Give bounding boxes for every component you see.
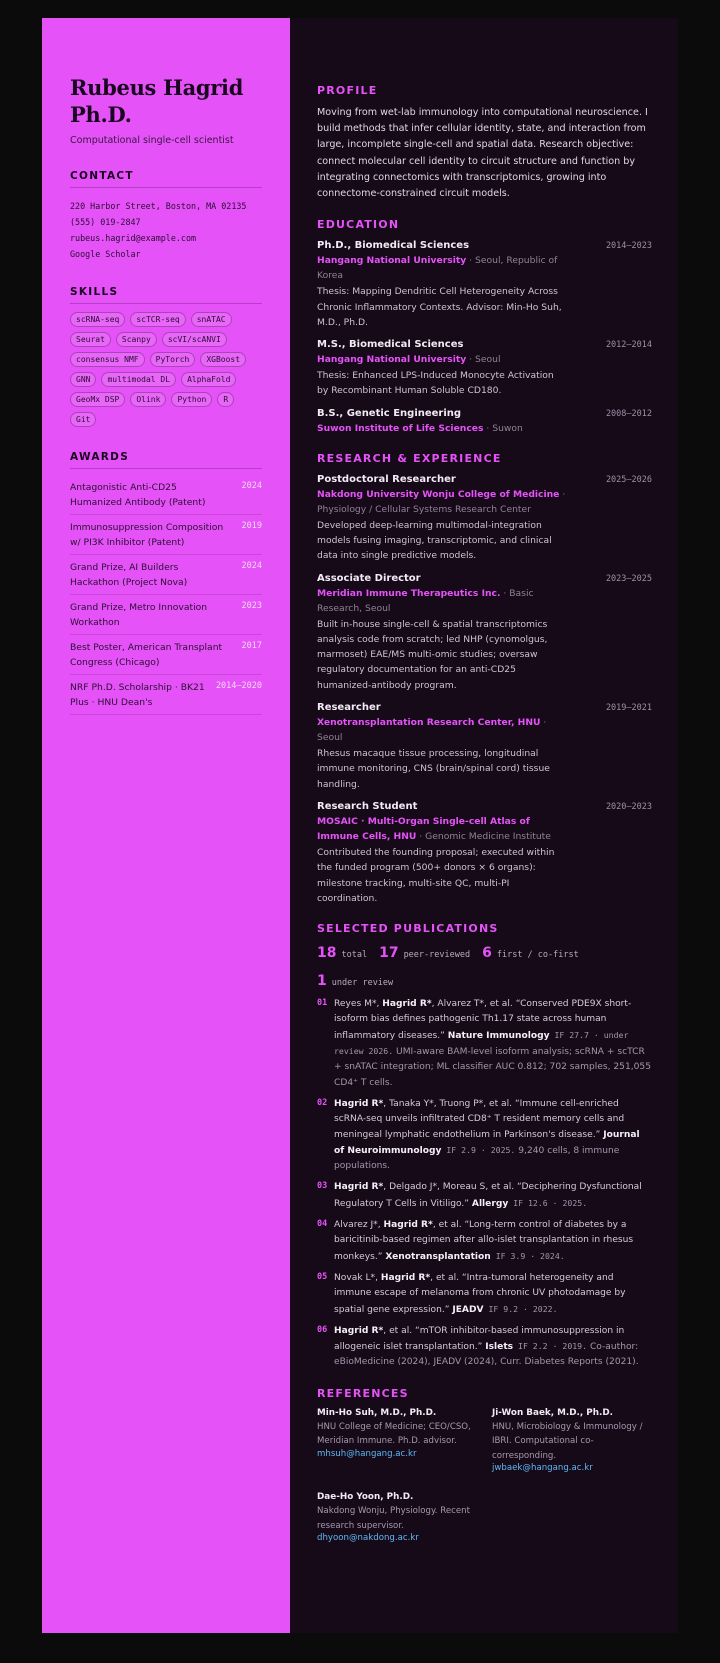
publication-number: 02 [317, 1097, 328, 1108]
contact-heading: CONTACT [70, 170, 262, 188]
research-date: 2020–2023 [605, 801, 652, 812]
publication-list [317, 997, 652, 1371]
award-item [70, 595, 262, 635]
skills-heading: SKILLS [70, 286, 262, 304]
reference-email-link[interactable]: dhyoon@nakdong.ac.kr [317, 1533, 419, 1544]
profile-heading: PROFILE [317, 84, 378, 97]
publication-title: , et al. “Long-term control of diabetes by a baricitinib-based regimen after allo-islet transplantation in rhesus monkeys.” [334, 1220, 634, 1262]
research-location: · Basic Research, Seoul [317, 587, 534, 614]
education-institution: Suwon Institute of Life Sciences [317, 422, 484, 434]
skill-chip: Python [171, 392, 212, 407]
award-item [70, 475, 262, 515]
research-header [317, 801, 652, 812]
publication-journal: Allergy [471, 1198, 509, 1209]
reference-item [317, 1492, 477, 1543]
publication-stat [482, 945, 579, 961]
education-description: Thesis: Enhanced LPS-Induced Monocyte Activation by Recombinant Human Soluble CD180. [317, 370, 554, 397]
stat-label: total [341, 950, 368, 961]
research-entry [317, 702, 652, 792]
research-entry [317, 573, 652, 693]
research-header [317, 474, 652, 485]
research-institution: Meridian Immune Therapeutics Inc. [317, 587, 501, 599]
education-date: 2008–2012 [605, 408, 652, 419]
publication-title: , et al. “mTOR inhibitor-based immunosuppression in allogeneic islet transplantation.” [334, 1325, 625, 1353]
education-heading: EDUCATION [317, 218, 400, 232]
skill-chip: scVI/scANVI [162, 332, 227, 347]
reference-name: Dae-Ho Yoon, Ph.D. [317, 1492, 414, 1503]
research-date: 2023–2025 [605, 573, 652, 584]
sidebar [42, 18, 290, 1633]
main-column [290, 18, 678, 1633]
skill-chip: snATAC [191, 312, 232, 327]
research-title: Research Student [317, 800, 418, 812]
award-year: 2024 [241, 481, 262, 491]
education-title: B.S., Genetic Engineering [317, 407, 462, 419]
publication-self-author: Hagrid R* [382, 999, 432, 1010]
stat-number: 1 [317, 973, 327, 990]
tagline: Computational single-cell scientist [70, 135, 234, 146]
skill-chip: AlphaFold [181, 372, 236, 387]
award-item [70, 555, 262, 595]
publications-heading: SELECTED PUBLICATIONS [317, 922, 499, 936]
publication-journal: Journal of Neuroimmunology [334, 1129, 640, 1156]
education-location: · Seoul [466, 354, 501, 366]
education-org-line [317, 421, 567, 436]
award-year: 2014–2020 [215, 681, 262, 691]
stat-label: peer-reviewed [403, 950, 471, 961]
publication-meta: IF 2.9 · 2025. [441, 1144, 516, 1155]
research-org-line [317, 487, 567, 517]
award-year: 2023 [241, 601, 262, 611]
person-name: Rubeus Hagrid Ph.D. [70, 75, 244, 127]
education-title: Ph.D., Biomedical Sciences [317, 240, 470, 252]
publication-meta: IF 2.2 · 2019. [513, 1341, 588, 1352]
education-institution: Hangang National University [317, 354, 467, 366]
publication-self-author: Hagrid R* [383, 1220, 433, 1231]
publication-item [317, 997, 652, 1091]
award-title: Best Poster, American Transplant Congress (Chicago) [70, 642, 223, 668]
education-entry [317, 339, 652, 399]
research-header [317, 702, 652, 713]
publication-note: UMI-aware BAM-level isoform analysis; scRNA + scTCR + snATAC integration; ML classifier AUC 0.812; 702 samples, 251,055 CD4⁺ T cells. [334, 1047, 651, 1088]
research-title: Postdoctoral Researcher [317, 473, 456, 485]
education-institution: Hangang National University [317, 255, 467, 267]
skill-chip: multimodal DL [101, 372, 176, 387]
research-title: Researcher [317, 702, 381, 714]
research-org-line [317, 586, 567, 616]
research-description: Built in-house single-cell & spatial transcriptomics analysis code from scratch; led NHP (cynomolgus, marmoset) EAE/MS multi-omic studies; oversaw regulatory documentation for an anti-CD25 humanized-antibody program. [317, 618, 548, 691]
contact-address: 220 Harbor Street, Boston, MA 02135 [70, 201, 247, 211]
publication-title: , Alvarez T*, et al. “Conserved PDE9X short-isoform bias defines pathogenic Th1.17 state across human inflammatory diseases.” [334, 999, 632, 1041]
publication-stat [317, 945, 367, 961]
award-item [70, 635, 262, 675]
research-heading: RESEARCH & EXPERIENCE [317, 451, 502, 465]
award-title: Grand Prize, AI Builders Hackathon (Project Nova) [70, 562, 188, 588]
resume-page [42, 18, 678, 1633]
reference-item [317, 1408, 477, 1474]
publication-item [317, 1271, 652, 1318]
research-date: 2019–2021 [605, 703, 652, 714]
contact-phone: (555) 019-2847 [70, 217, 141, 227]
reference-description: Nakdong Wonju, Physiology. Recent research supervisor. [317, 1506, 470, 1531]
award-item [70, 675, 262, 715]
skill-chip: Olink [130, 392, 166, 407]
reference-description: HNU, Microbiology & Immunology / IBRI. Computational co-corresponding. [492, 1421, 643, 1461]
publication-note: Co-author: eBioMedicine (2024), JEADV (2024), Curr. Diabetes Reports (2021). [334, 1342, 639, 1368]
research-org-line [317, 814, 567, 844]
reference-name: Ji-Won Baek, M.D., Ph.D. [492, 1407, 614, 1418]
publication-citation [334, 1097, 652, 1174]
publication-item [317, 1218, 652, 1265]
research-description: Contributed the founding proposal; executed within the funded program (500+ donors × 6 organs): milestone tracking, multi-site QC, multi-PI coordination. [317, 846, 555, 904]
publication-meta: IF 12.6 · 2025. [508, 1197, 588, 1208]
publication-citation [334, 1271, 652, 1318]
research-location: · Physiology / Cellular Systems Research Center [317, 488, 566, 515]
award-title: NRF Ph.D. Scholarship · BK21 Plus · HNU Dean's [70, 682, 205, 708]
education-title: M.S., Biomedical Sciences [317, 339, 464, 351]
award-year: 2024 [241, 561, 262, 571]
publication-item [317, 1324, 652, 1371]
publication-stats [317, 945, 652, 989]
award-year: 2019 [241, 521, 262, 531]
research-description: Developed deep-learning multimodal-integration models fusing imaging, transcriptomic, and clinical data into single predictive models. [317, 519, 552, 562]
publication-item [317, 1097, 652, 1174]
skill-chip: R [217, 392, 234, 407]
references-heading: REFERENCES [317, 1386, 409, 1400]
publication-self-author: Hagrid R* [334, 1182, 384, 1193]
research-institution: Xenotransplantation Research Center, HNU [317, 717, 541, 729]
publication-number: 03 [317, 1181, 328, 1192]
skill-chip: PyTorch [150, 352, 196, 367]
skill-chip: GNN [70, 372, 96, 387]
publication-stat [317, 973, 393, 989]
publication-journal: Nature Immunology [447, 1030, 550, 1041]
award-item [70, 515, 262, 555]
publication-self-author: Hagrid R* [334, 1098, 384, 1109]
skill-chip: Git [70, 412, 96, 427]
education-location: · Suwon [483, 422, 523, 434]
publication-authors-pre: Reyes M*, [334, 999, 383, 1010]
skill-chip: Seurat [70, 332, 111, 347]
publication-note: 9,240 cells, 8 immune populations. [334, 1145, 620, 1172]
publication-meta: IF 27.7 · under review 2026. [334, 1029, 629, 1057]
stat-number: 17 [379, 945, 399, 962]
publication-number: 04 [317, 1219, 328, 1230]
skill-chip: XGBoost [200, 352, 246, 367]
award-title: Immunosuppression Composition w/ PI3K Inhibitor (Patent) [70, 522, 224, 548]
publication-stat [379, 945, 470, 961]
research-header [317, 573, 652, 584]
research-list [317, 474, 652, 906]
publication-journal: JEADV [452, 1304, 484, 1315]
stat-number: 18 [317, 945, 337, 962]
publication-number: 06 [317, 1324, 328, 1335]
publication-citation [334, 1324, 652, 1371]
research-location: · Seoul [317, 717, 547, 744]
publication-meta: IF 9.2 · 2022. [483, 1303, 558, 1314]
education-org-line [317, 352, 567, 367]
references-list [317, 1408, 652, 1554]
publication-item [317, 1180, 652, 1212]
education-list [317, 240, 652, 435]
publication-authors-pre: Novak L*, [334, 1272, 381, 1283]
education-entry [317, 240, 652, 330]
publication-self-author: Hagrid R* [380, 1272, 431, 1283]
skill-chip: scTCR-seq [130, 312, 185, 327]
profile-text: Moving from wet-lab immunology into computational neuroscience. I build methods that infer cellular identity, state, and interaction from large, incomplete single-cell and spatial data. Research objective: connect molecular cell identity to circuit structure and function by integrating connectomics with transcriptomics, growing into connectome-constrained circuit models. [317, 107, 648, 200]
education-date: 2014–2023 [605, 241, 652, 252]
publication-citation [334, 1218, 652, 1265]
education-header [317, 240, 652, 251]
education-location: · Seoul, Republic of Korea [317, 255, 558, 282]
awards-heading: AWARDS [70, 451, 262, 469]
research-institution: Nakdong University Wonju College of Medicine [317, 488, 560, 500]
publication-number: 05 [317, 1271, 328, 1282]
publication-title: , et al. “Intra-tumoral heterogeneity and immune escape of melanoma from chronic UV photodamage by spatial gene expression.” [334, 1272, 626, 1315]
education-entry [317, 408, 652, 436]
education-description: Thesis: Mapping Dendritic Cell Heterogeneity Across Chronic Inflammatory Contexts. Advisor: Min-Ho Suh, M.D., Ph.D. [317, 286, 562, 328]
awards-list [70, 475, 262, 715]
reference-email-link[interactable]: jwbaek@hangang.ac.kr [492, 1463, 593, 1474]
education-org-line [317, 253, 567, 283]
skill-chip: scRNA-seq [70, 312, 125, 327]
publication-number: 01 [317, 998, 328, 1009]
research-location: · Genomic Medicine Institute [416, 830, 551, 842]
education-header [317, 339, 652, 350]
skill-chip: GeoMx DSP [70, 392, 125, 407]
skill-chip: consensus NMF [70, 352, 145, 367]
education-date: 2012–2014 [605, 340, 652, 351]
reference-description: HNU College of Medicine; CEO/CSO, Meridian Immune. Ph.D. advisor. [317, 1421, 471, 1447]
research-entry [317, 474, 652, 564]
research-description: Rhesus macaque tissue processing, longitudinal immune monitoring, CNS (brain/spinal cord) tissue handling. [317, 748, 550, 790]
award-title: Grand Prize, Metro Innovation Workathon [70, 602, 208, 628]
education-header [317, 408, 652, 419]
award-year: 2017 [241, 641, 262, 651]
stat-label: under review [331, 978, 394, 989]
contact-block [70, 198, 262, 262]
publication-citation [334, 997, 652, 1091]
publication-title: , Delgado J*, Moreau S, et al. “Deciphering Dysfunctional Regulatory T Cells in Vitiligo.” [334, 1182, 642, 1209]
research-date: 2025–2026 [605, 474, 652, 485]
contact-scholar-link[interactable]: Google Scholar [70, 249, 141, 259]
publication-self-author: Hagrid R* [334, 1325, 384, 1336]
research-org-line [317, 715, 567, 745]
skill-chip: Scanpy [116, 332, 157, 347]
skills-list [70, 312, 262, 427]
reference-item [492, 1408, 652, 1474]
publication-citation [334, 1180, 652, 1212]
research-entry [317, 801, 652, 906]
award-title: Antagonistic Anti-CD25 Humanized Antibody (Patent) [70, 482, 206, 508]
publication-meta: IF 3.9 · 2024. [490, 1250, 565, 1261]
publication-title: , Tanaka Y*, Truong P*, et al. “Immune cell-enriched scRNA-seq unveils infiltrated CD8⁺ T resident memory cells and meningeal lymphatic endothelium in Parkinson's disease.” [334, 1098, 625, 1140]
publication-authors-pre: Alvarez J*, [334, 1220, 384, 1231]
research-institution: MOSAIC · Multi-Organ Single-cell Atlas of Immune Cells, HNU [317, 815, 530, 842]
reference-name: Min-Ho Suh, M.D., Ph.D. [317, 1407, 437, 1418]
research-title: Associate Director [317, 572, 421, 584]
stat-number: 6 [482, 945, 492, 962]
publication-journal: Xenotransplantation [385, 1251, 491, 1262]
contact-email[interactable]: rubeus.hagrid@example.com [70, 233, 197, 243]
publication-journal: Islets [485, 1342, 514, 1353]
stat-label: first / co-first [496, 950, 579, 961]
reference-email-link[interactable]: mhsuh@hangang.ac.kr [317, 1448, 417, 1459]
